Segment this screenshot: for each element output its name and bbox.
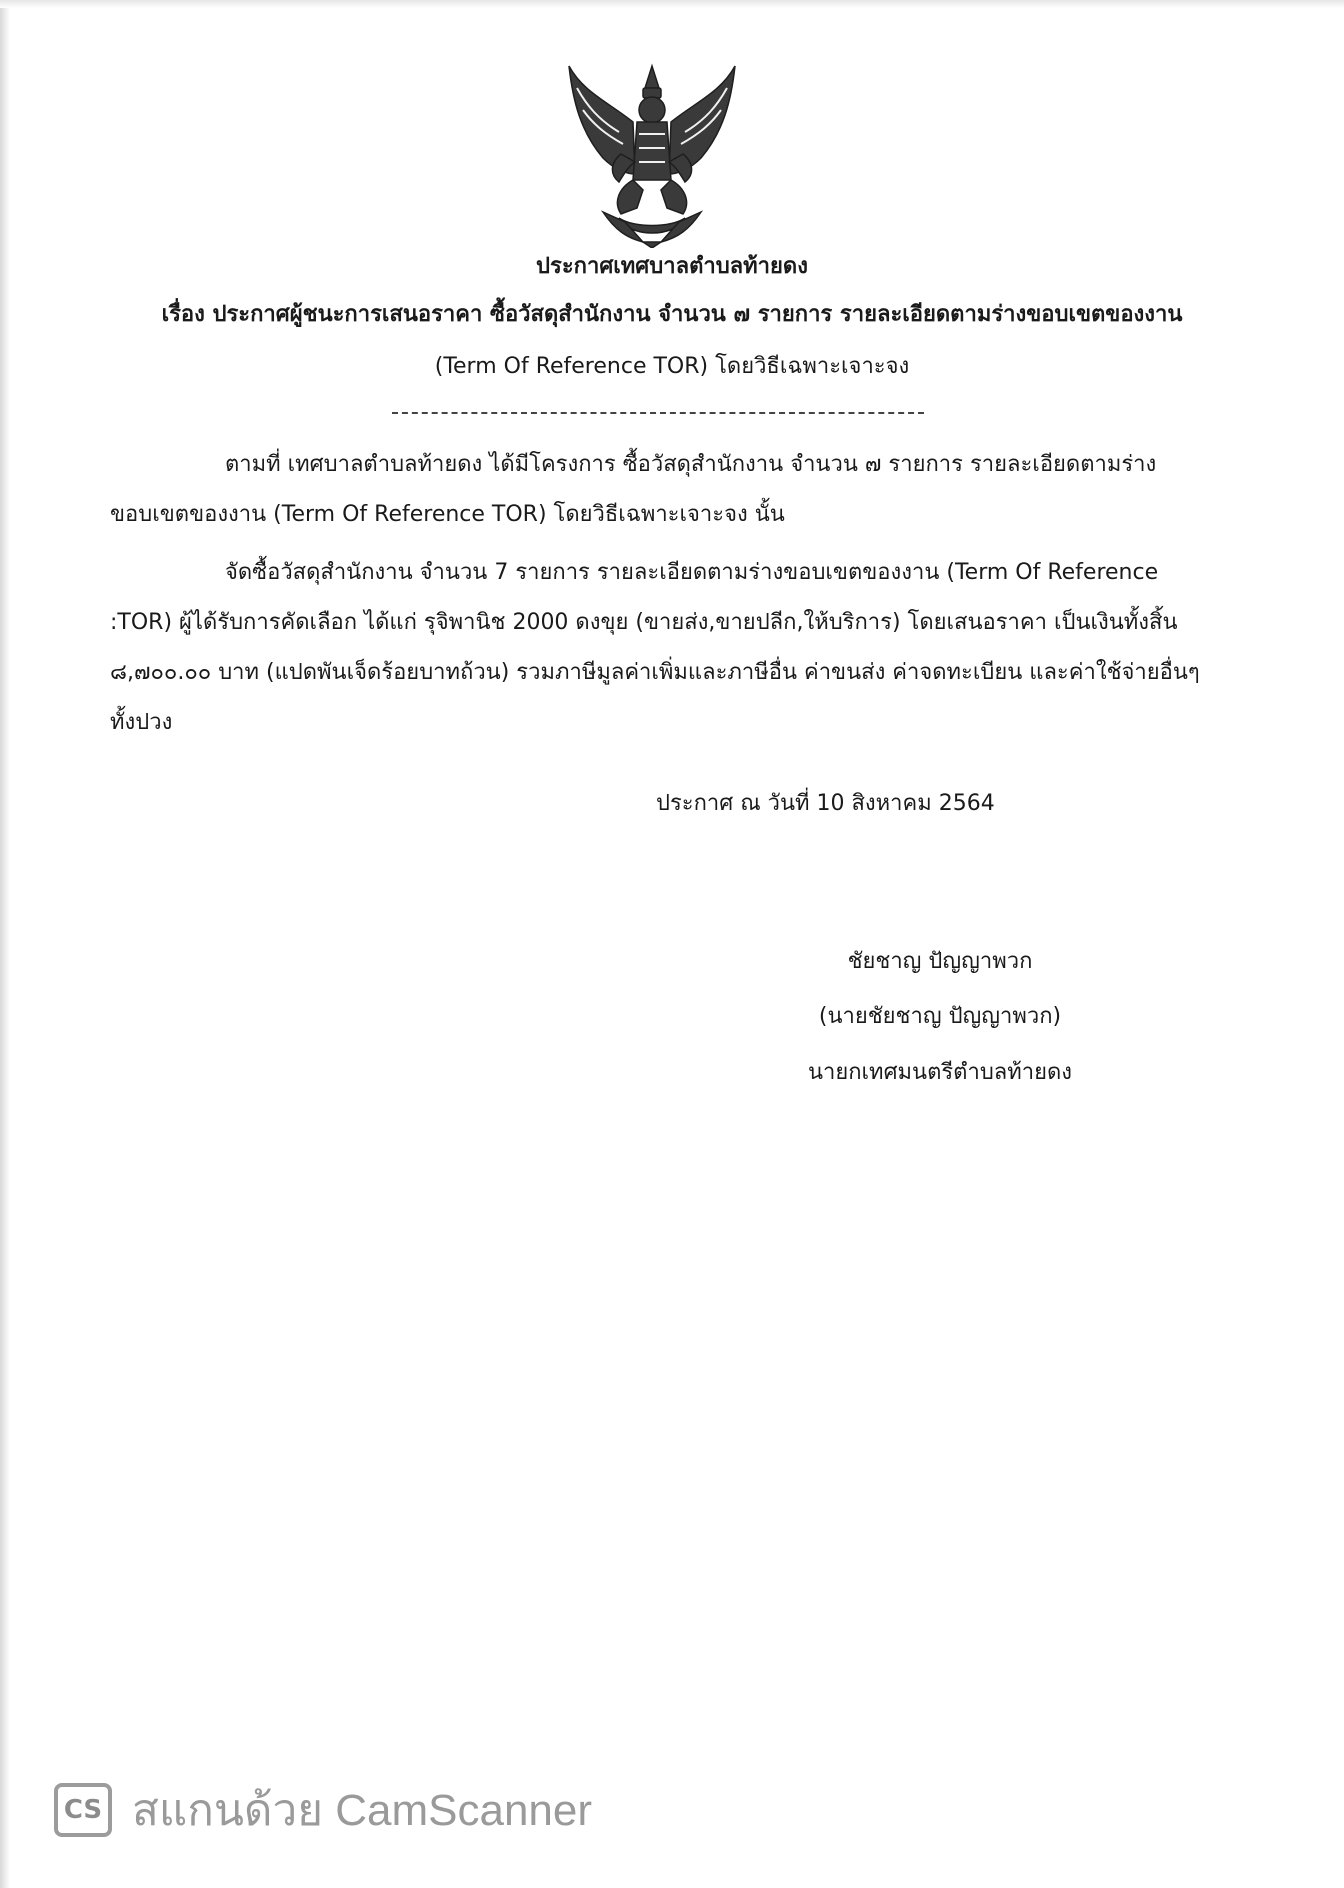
scan-shadow-top [0,0,1344,8]
signature-full-name: (นายชัยชาญ ปัญญาพวก) [818,1004,1062,1029]
announcement-title: ประกาศเทศบาลตำบลท้ายดง [536,254,808,279]
body-paragraph-1 [110,440,1210,540]
paragraph-1-text: ตามที่ เทศบาลตำบลท้ายดง ได้มีโครงการ ซื้อวัสดุสำนักงาน จำนวน ๗ รายการ รายละเอียดตามร่างขอบเขตของงาน (Term Of Reference TOR) โดยวิธีเฉพาะเจาะจง นั้น [110,452,1157,527]
garuda-emblem-icon [563,62,741,248]
camscanner-watermark [54,1780,592,1840]
signature-name: ชัยชาญ ปัญญาพวก [847,949,1033,974]
signature-position: นายกเทศมนตรีตำบลท้ายดง [807,1060,1073,1085]
paragraph-2-text: จัดซื้อวัสดุสำนักงาน จำนวน 7 รายการ รายละเอียดตามร่างขอบเขตของงาน (Term Of Reference :TOR) ผู้ได้รับการคัดเลือก ได้แก่ รุจิพานิช 2000 ดงขุย (ขายส่ง,ขายปลีก,ให้บริการ) โดยเสนอราคา เป็นเงินทั้งสิ้น ๘,๗๐๐.๐๐ บาท (แปดพันเจ็ดร้อยบาทถ้วน) รวมภาษีมูลค่าเพิ่มและภาษีอื่น ค่าขนส่ง ค่าจดทะเบียน และค่าใช้จ่ายอื่นๆ ทั้งปวง [110,560,1200,735]
watermark-text: สแกนด้วย CamScanner [132,1786,593,1835]
camscanner-logo-icon: CS [54,1783,112,1837]
scan-shadow-left [0,0,10,1888]
dashed-divider [392,412,924,414]
subject-line-1: เรื่อง ประกาศผู้ชนะการเสนอราคา ซื้อวัสดุสำนักงาน จำนวน ๗ รายการ รายละเอียดตามร่างขอบเขตของงาน [161,302,1183,327]
body-paragraph-2 [110,548,1210,748]
subject-line-2: (Term Of Reference TOR) โดยวิธีเฉพาะเจาะจง [434,354,910,379]
announcement-date: ประกาศ ณ วันที่ 10 สิงหาคม 2564 [656,791,995,816]
